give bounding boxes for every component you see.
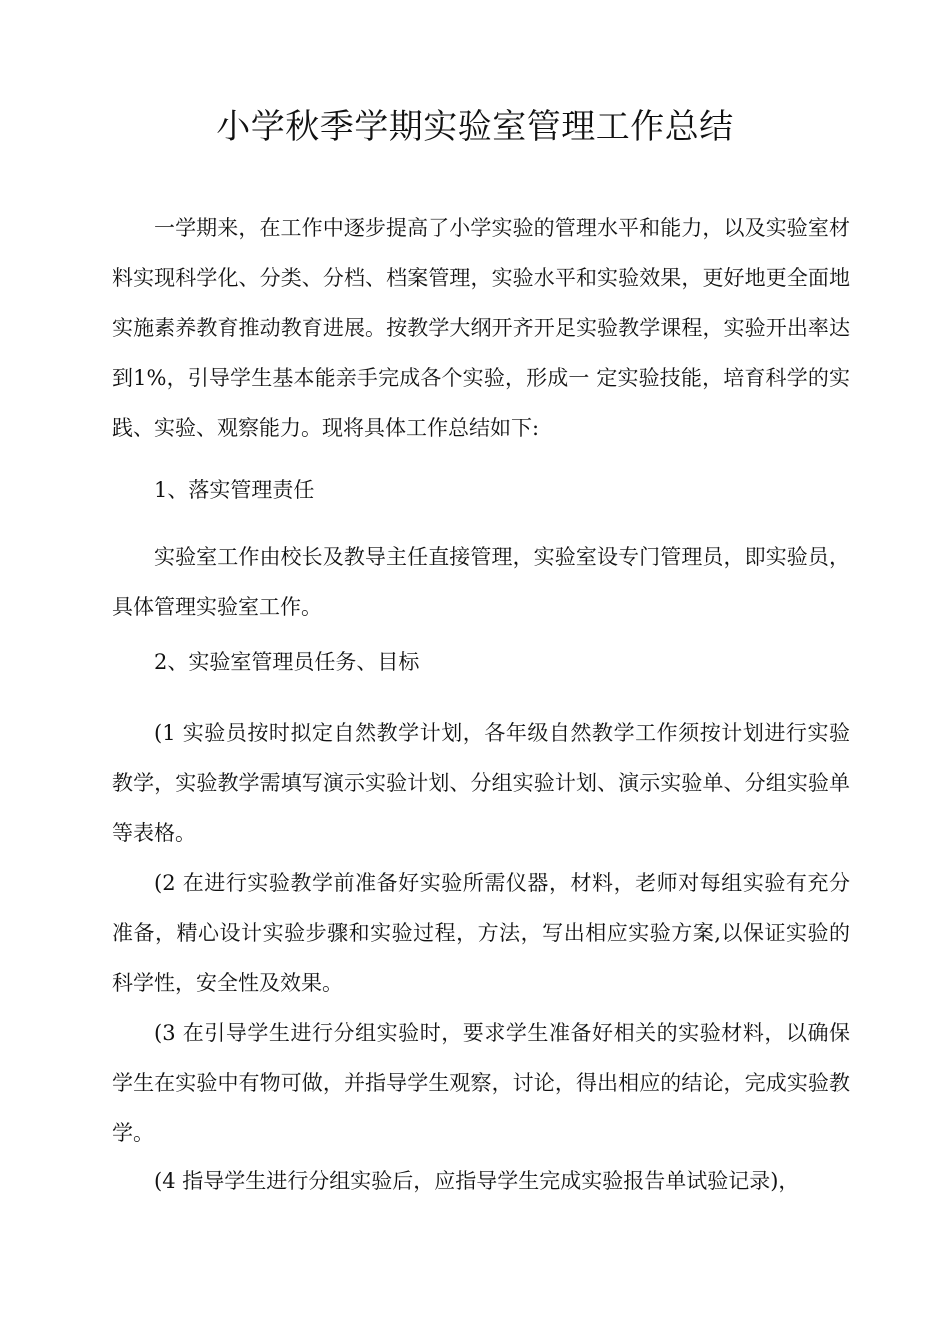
list-item-4: (4 指导学生进行分组实验后，应指导学生完成实验报告单试验记录)， <box>154 1169 800 1193</box>
list-item-1: (1 实验员按时拟定自然教学计划，各年级自然教学工作须按计划进行实验教学，实验教学需填写演示实验计划、分组实验计划、演示实验单、分组实验单等表格。 <box>112 721 850 845</box>
document-title: 小学秋季学期实验室管理工作总结 <box>216 107 734 147</box>
section-1-paragraph: 实验室工作由校长及教导主任直接管理，实验室设专门管理员，即实验员，具体管理实验室工作。 <box>112 545 850 619</box>
list-item-3: (3 在引导学生进行分组实验时，要求学生准备好相关的实验材料，以确保学生在实验中有物可做，并指导学生观察，讨论，得出相应的结论，完成实验教学。 <box>112 1021 850 1145</box>
list-item-2: (2 在进行实验教学前准备好实验所需仪器，材料，老师对每组实验有充分准备，精心设计实验步骤和实验过程，方法，写出相应实验方案,以保证实验的科学性，安全性及效果。 <box>112 871 850 995</box>
intro-paragraph: 一学期来，在工作中逐步提高了小学实验的管理水平和能力，以及实验室材料实现科学化、分类、分档、档案管理，实验水平和实验效果，更好地更全面地实施素养教育推动教育进展。按教学大纲开齐开足实验教学课程，实验开出率达到1%，引导学生基本能亲手完成各个实验，形成一 定实验技能，培育科学的实践、实验、观察能力。现将具体工作总结如下: <box>112 216 850 440</box>
section-heading-1: 1、落实管理责任 <box>154 478 315 502</box>
section-heading-2: 2、实验室管理员任务、目标 <box>154 650 420 674</box>
